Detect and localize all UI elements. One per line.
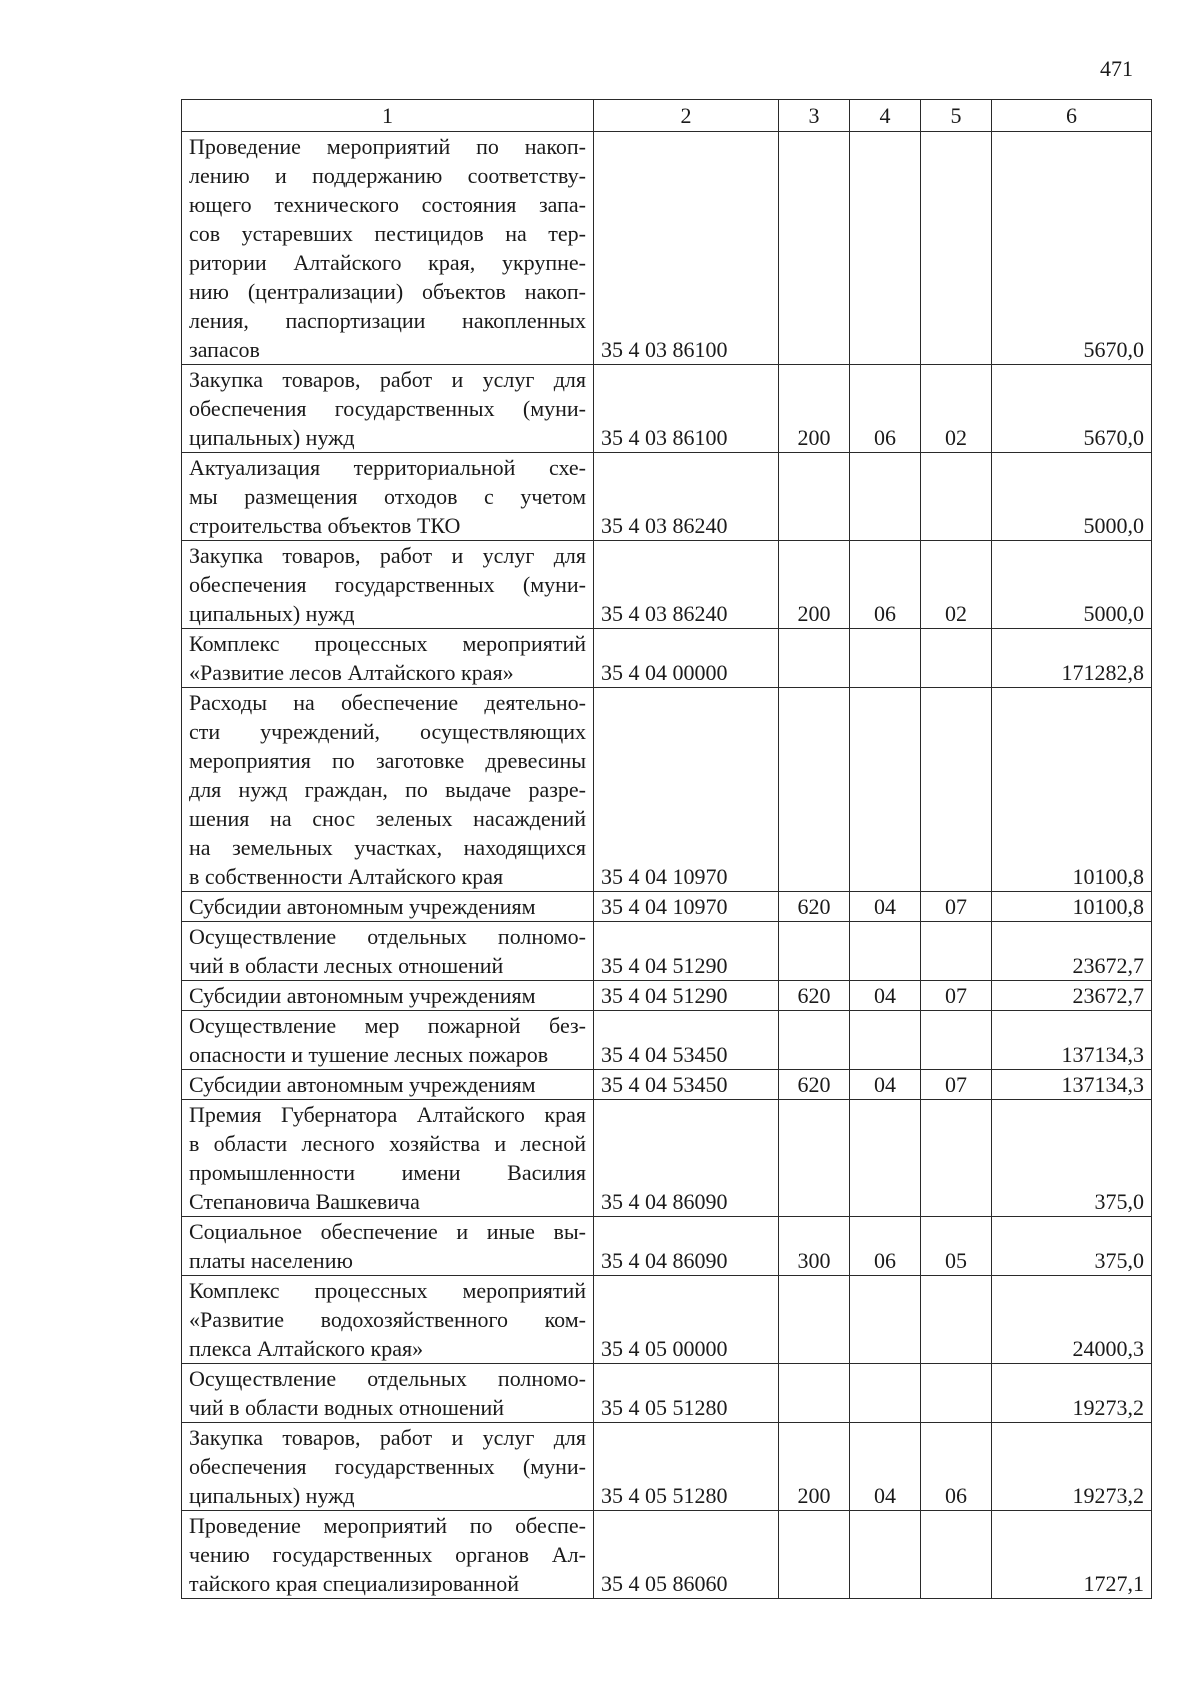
table-row [182, 1217, 1152, 1276]
row-expense-type [779, 132, 850, 365]
description-line: Социальное обеспечение и иные вы- [189, 1219, 586, 1244]
row-code: 35 4 03 86240 [594, 453, 779, 541]
row-amount: 19273,2 [992, 1364, 1152, 1423]
row-description [182, 453, 594, 541]
row-description [182, 1511, 594, 1599]
header-col-3: 3 [779, 100, 850, 132]
description-line: ципальных) нужд [189, 425, 355, 450]
row-section: 04 [850, 1423, 921, 1511]
description-line: Степановича Вашкевича [189, 1189, 420, 1214]
row-subsection [921, 1100, 992, 1217]
row-code: 35 4 04 10970 [594, 892, 779, 922]
row-description [182, 892, 594, 922]
row-amount: 5670,0 [992, 132, 1152, 365]
row-expense-type: 620 [779, 1070, 850, 1100]
row-section [850, 688, 921, 892]
description-line: Закупка товаров, работ и услуг для [189, 1425, 586, 1450]
row-code: 35 4 04 86090 [594, 1100, 779, 1217]
row-section [850, 922, 921, 981]
description-line: Осуществление отдельных полномо- [189, 924, 586, 949]
row-subsection [921, 1011, 992, 1070]
description-line: плекса Алтайского края» [189, 1336, 424, 1361]
table-row [182, 688, 1152, 892]
row-amount: 23672,7 [992, 981, 1152, 1011]
row-subsection [921, 922, 992, 981]
description-line: в области лесного хозяйства и лесной [189, 1131, 586, 1156]
row-expense-type [779, 922, 850, 981]
row-subsection [921, 453, 992, 541]
description-line: сти учреждений, осуществляющих [189, 719, 586, 744]
row-code: 35 4 04 53450 [594, 1070, 779, 1100]
description-line: Актуализация территориальной схе- [189, 455, 586, 480]
row-expense-type: 300 [779, 1217, 850, 1276]
row-description [182, 1276, 594, 1364]
row-section: 04 [850, 981, 921, 1011]
description-line: «Развитие водохозяйственного ком- [189, 1307, 586, 1332]
row-section [850, 1511, 921, 1599]
description-line: ритории Алтайского края, укрупне- [189, 250, 586, 275]
row-expense-type [779, 1511, 850, 1599]
row-code: 35 4 04 86090 [594, 1217, 779, 1276]
description-line: строительства объектов ТКО [189, 513, 461, 538]
table-row [182, 1011, 1152, 1070]
row-expense-type [779, 453, 850, 541]
row-expense-type [779, 1011, 850, 1070]
table-row [182, 922, 1152, 981]
table-row [182, 1070, 1152, 1100]
row-description [182, 922, 594, 981]
row-description [182, 629, 594, 688]
row-amount: 24000,3 [992, 1276, 1152, 1364]
row-description [182, 1364, 594, 1423]
description-line: ципальных) нужд [189, 601, 355, 626]
header-col-6: 6 [992, 100, 1152, 132]
description-line: Комплекс процессных мероприятий [189, 1278, 586, 1303]
row-amount: 10100,8 [992, 688, 1152, 892]
row-amount: 10100,8 [992, 892, 1152, 922]
row-expense-type [779, 1364, 850, 1423]
description-line: Закупка товаров, работ и услуг для [189, 367, 586, 392]
row-expense-type [779, 1100, 850, 1217]
row-subsection: 06 [921, 1423, 992, 1511]
row-expense-type: 620 [779, 892, 850, 922]
row-amount: 23672,7 [992, 922, 1152, 981]
row-subsection: 07 [921, 892, 992, 922]
table-row [182, 629, 1152, 688]
row-amount: 137134,3 [992, 1070, 1152, 1100]
row-amount: 5000,0 [992, 453, 1152, 541]
table-row [182, 1423, 1152, 1511]
row-section: 04 [850, 1070, 921, 1100]
row-code: 35 4 04 10970 [594, 688, 779, 892]
row-subsection: 05 [921, 1217, 992, 1276]
row-description [182, 1070, 594, 1100]
table-row [182, 892, 1152, 922]
row-expense-type: 200 [779, 541, 850, 629]
description-line: Субсидии автономным учреждениям [189, 983, 536, 1008]
row-section [850, 132, 921, 365]
description-line: запасов [189, 337, 260, 362]
description-line: ципальных) нужд [189, 1483, 355, 1508]
description-line: ления, паспортизации накопленных [189, 308, 586, 333]
row-section: 04 [850, 892, 921, 922]
row-section: 06 [850, 1217, 921, 1276]
row-subsection: 02 [921, 365, 992, 453]
description-line: на земельных участках, находящихся [189, 835, 586, 860]
description-line: нию (централизации) объектов накоп- [189, 279, 586, 304]
row-section [850, 1011, 921, 1070]
row-subsection: 07 [921, 1070, 992, 1100]
row-description [182, 981, 594, 1011]
row-code: 35 4 03 86100 [594, 365, 779, 453]
row-expense-type: 200 [779, 365, 850, 453]
description-line: Субсидии автономным учреждениям [189, 894, 536, 919]
description-line: промышленности имени Василия [189, 1160, 586, 1185]
description-line: Осуществление мер пожарной без- [189, 1013, 586, 1038]
description-line: обеспечения государственных (муни- [189, 396, 586, 421]
row-expense-type: 200 [779, 1423, 850, 1511]
row-description [182, 1011, 594, 1070]
row-code: 35 4 05 00000 [594, 1276, 779, 1364]
row-subsection [921, 1276, 992, 1364]
header-col-5: 5 [921, 100, 992, 132]
row-description [182, 1100, 594, 1217]
row-section [850, 1364, 921, 1423]
row-section: 06 [850, 365, 921, 453]
row-expense-type [779, 1276, 850, 1364]
table-row [182, 453, 1152, 541]
description-line: ющего технического состояния запа- [189, 192, 586, 217]
row-subsection [921, 629, 992, 688]
description-line: Субсидии автономным учреждениям [189, 1072, 536, 1097]
header-col-4: 4 [850, 100, 921, 132]
description-line: лению и поддержанию соответству- [189, 163, 586, 188]
budget-table [181, 99, 1152, 1599]
description-line: Проведение мероприятий по накоп- [189, 134, 586, 159]
description-line: «Развитие лесов Алтайского края» [189, 660, 514, 685]
description-line: чий в области водных отношений [189, 1395, 505, 1420]
row-description [182, 132, 594, 365]
row-expense-type [779, 688, 850, 892]
row-amount: 5670,0 [992, 365, 1152, 453]
description-line: обеспечения государственных (муни- [189, 1454, 586, 1479]
table-row [182, 1276, 1152, 1364]
row-section: 06 [850, 541, 921, 629]
header-row [182, 100, 1152, 132]
row-subsection [921, 1511, 992, 1599]
description-line: Проведение мероприятий по обеспе- [189, 1513, 586, 1538]
description-line: Закупка товаров, работ и услуг для [189, 543, 586, 568]
description-line: мы размещения отходов с учетом [189, 484, 586, 509]
table-row [182, 981, 1152, 1011]
description-line: обеспечения государственных (муни- [189, 572, 586, 597]
row-code: 35 4 03 86100 [594, 132, 779, 365]
row-description [182, 365, 594, 453]
table-row [182, 365, 1152, 453]
row-amount: 375,0 [992, 1100, 1152, 1217]
row-subsection: 02 [921, 541, 992, 629]
description-line: чий в области лесных отношений [189, 953, 504, 978]
table-row [182, 1511, 1152, 1599]
row-code: 35 4 05 51280 [594, 1423, 779, 1511]
description-line: тайского края специализированной [189, 1571, 520, 1596]
row-code: 35 4 04 00000 [594, 629, 779, 688]
row-expense-type [779, 629, 850, 688]
table-row [182, 541, 1152, 629]
row-section [850, 453, 921, 541]
page-number: 471 [1100, 56, 1133, 81]
description-line: для нужд граждан, по выдаче разре- [189, 777, 586, 802]
description-line: Расходы на обеспечение деятельно- [189, 690, 586, 715]
row-amount: 375,0 [992, 1217, 1152, 1276]
header-col-2: 2 [594, 100, 779, 132]
table-row [182, 132, 1152, 365]
description-line: чению государственных органов Ал- [189, 1542, 586, 1567]
description-line: мероприятия по заготовке древесины [189, 748, 586, 773]
row-section [850, 1100, 921, 1217]
row-code: 35 4 05 86060 [594, 1511, 779, 1599]
row-expense-type: 620 [779, 981, 850, 1011]
row-amount: 1727,1 [992, 1511, 1152, 1599]
row-code: 35 4 03 86240 [594, 541, 779, 629]
row-amount: 171282,8 [992, 629, 1152, 688]
row-subsection: 07 [921, 981, 992, 1011]
row-description [182, 688, 594, 892]
description-line: сов устаревших пестицидов на тер- [189, 221, 586, 246]
row-subsection [921, 132, 992, 365]
row-code: 35 4 04 51290 [594, 981, 779, 1011]
description-line: платы населению [189, 1248, 353, 1273]
table-body [182, 132, 1152, 1599]
row-subsection [921, 1364, 992, 1423]
row-section [850, 629, 921, 688]
description-line: Комплекс процессных мероприятий [189, 631, 586, 656]
row-code: 35 4 04 51290 [594, 922, 779, 981]
table-row [182, 1100, 1152, 1217]
description-line: в собственности Алтайского края [189, 864, 504, 889]
row-amount: 137134,3 [992, 1011, 1152, 1070]
description-line: шения на снос зеленых насаждений [189, 806, 586, 831]
row-amount: 5000,0 [992, 541, 1152, 629]
row-subsection [921, 688, 992, 892]
row-code: 35 4 05 51280 [594, 1364, 779, 1423]
table-header [182, 100, 1152, 132]
description-line: Осуществление отдельных полномо- [189, 1366, 586, 1391]
row-description [182, 541, 594, 629]
row-section [850, 1276, 921, 1364]
row-code: 35 4 04 53450 [594, 1011, 779, 1070]
description-line: Премия Губернатора Алтайского края [189, 1102, 586, 1127]
row-amount: 19273,2 [992, 1423, 1152, 1511]
header-col-1: 1 [182, 100, 594, 132]
description-line: опасности и тушение лесных пожаров [189, 1042, 549, 1067]
row-description [182, 1423, 594, 1511]
row-description [182, 1217, 594, 1276]
table-row [182, 1364, 1152, 1423]
